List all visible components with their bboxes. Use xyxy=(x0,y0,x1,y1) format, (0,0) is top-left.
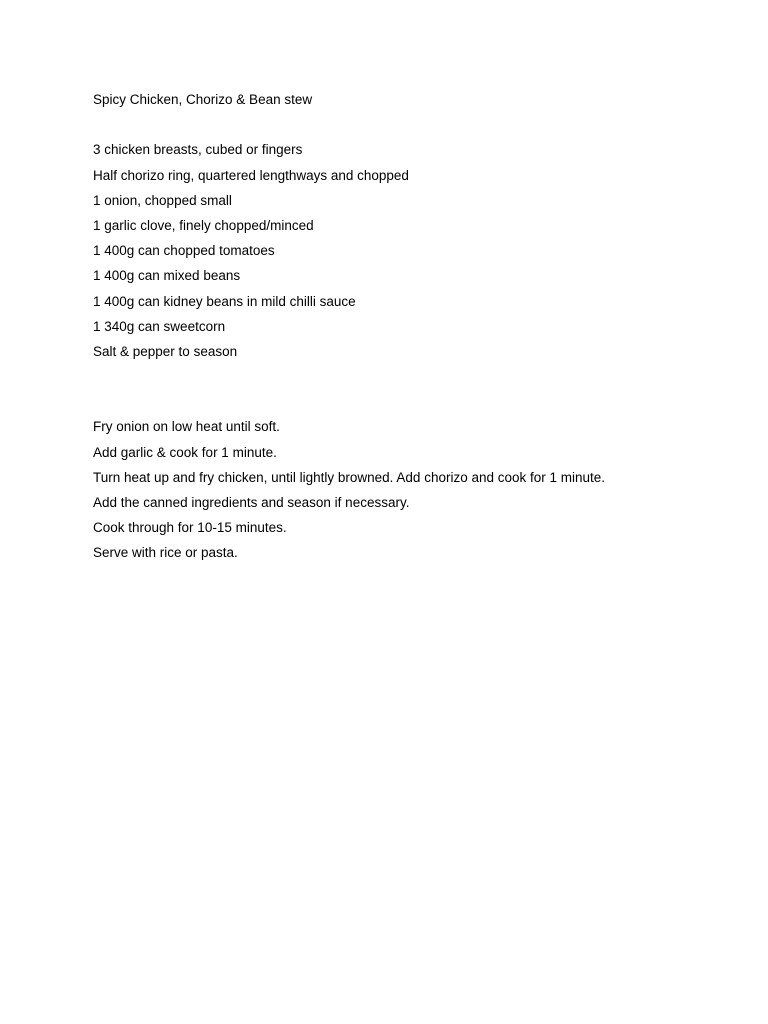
document-body xyxy=(93,87,733,566)
ingredient-item: 1 onion, chopped small xyxy=(93,192,232,208)
method-step: Serve with rice or pasta. xyxy=(93,545,238,561)
ingredient-item: Salt & pepper to season xyxy=(93,343,238,359)
ingredient-item: 1 garlic clove, finely chopped/minced xyxy=(93,217,314,233)
method-step: Add garlic & cook for 1 minute. xyxy=(93,444,277,460)
recipe-title: Spicy Chicken, Chorizo & Bean stew xyxy=(93,92,313,107)
ingredient-list xyxy=(93,137,733,364)
ingredient-item: 3 chicken breasts, cubed or fingers xyxy=(93,142,303,158)
method-step: Turn heat up and fry chicken, until lightly browned. Add chorizo and cook for 1 minute. xyxy=(93,469,606,485)
ingredient-item: 1 400g can chopped tomatoes xyxy=(93,243,275,259)
method-step: Add the canned ingredients and season if necessary. xyxy=(93,495,410,511)
method-step: Cook through for 10-15 minutes. xyxy=(93,520,287,536)
ingredient-item: 1 340g can sweetcorn xyxy=(93,318,226,334)
method-steps xyxy=(93,414,733,565)
ingredient-item: Half chorizo ring, quartered lengthways and chopped xyxy=(93,167,409,183)
ingredient-item: 1 400g can mixed beans xyxy=(93,268,241,284)
method-step: Fry onion on low heat until soft. xyxy=(93,419,280,435)
ingredient-item: 1 400g can kidney beans in mild chilli sauce xyxy=(93,293,356,309)
